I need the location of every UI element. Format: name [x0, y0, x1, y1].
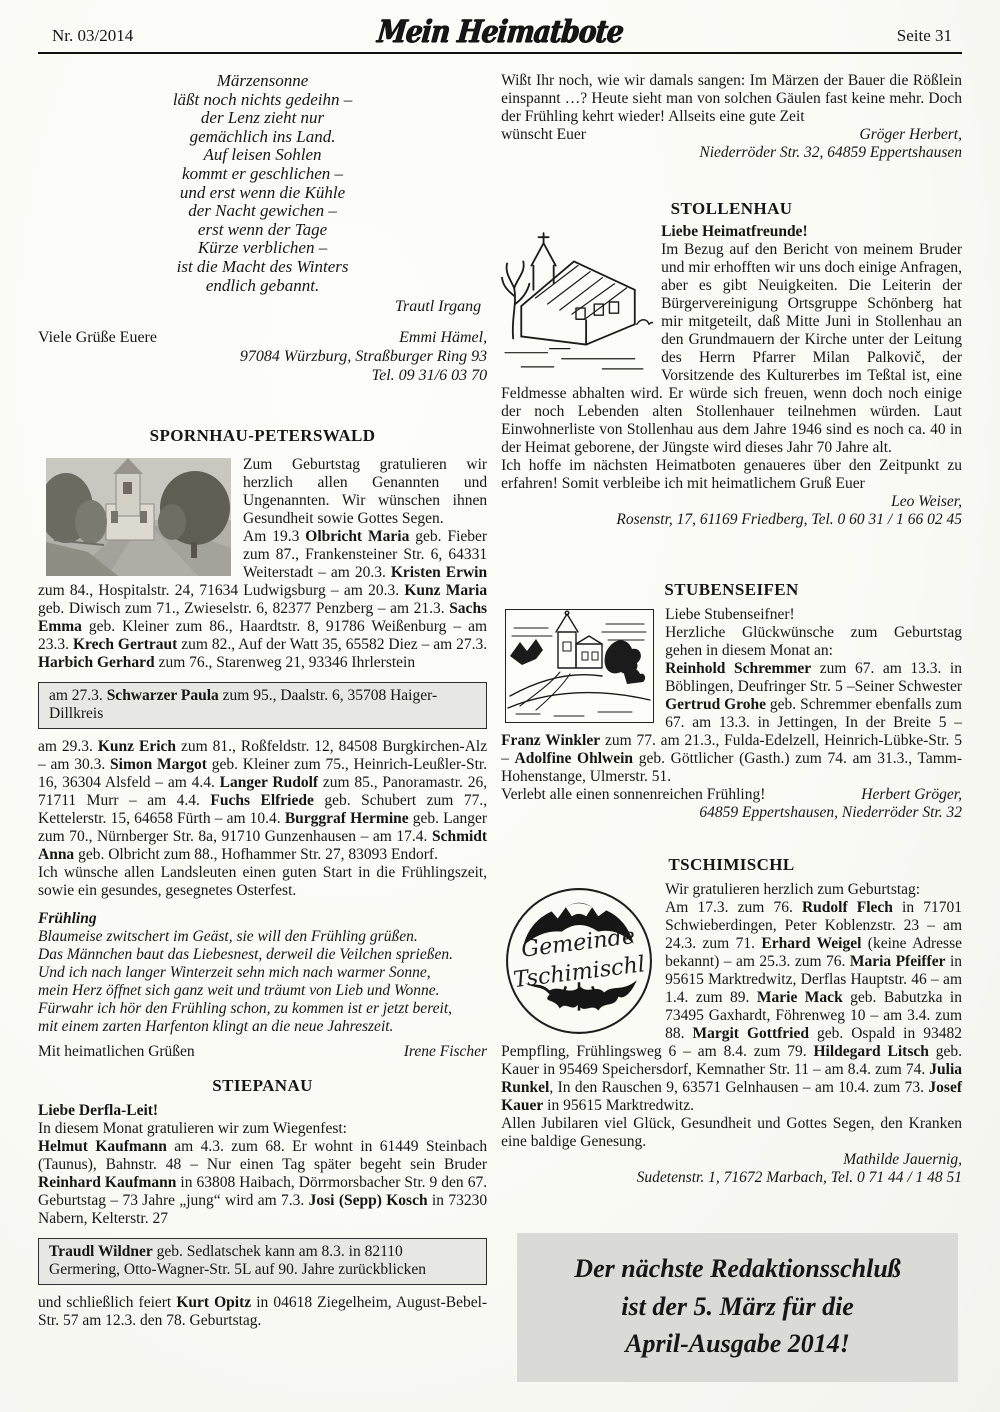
stubenseifen-church-sketch [505, 609, 654, 723]
sender-name: Emmi Hämel, [399, 329, 488, 347]
right-column [501, 64, 962, 1382]
poem-line: der Nacht gewichen – [188, 201, 337, 221]
spornhau-intro: Zum Geburtstag gratulieren wir herzlich allen Genannten und Ungenannten. Wir wünschen ihnen Gesundheit sowie Gottes Segen. [243, 456, 488, 528]
spornhau-birthday-list-2: am 29.3. Kunz Erich zum 81., Roßfeldstr. 12, 84508 Burgkirchen-Alz – am 30.3. Simon Margot geb. Kleiner zum 75., Heinrich-Leußler-Str. 16, 36304 Alsfeld – am 4.4. Langer Rudolf zum 85., Panoramastr. 26, 71711 Murr – am 4.4. Fuchs Elfriede geb. Schubert zum 77., Kettelerstr. 15, 64658 Fürth – am 10.4. Burggraf Hermine geb. Langer zum 70., Nürnberger Str. 8a, 91710 Gunzenhausen – am 17.4. Schmidt Anna geb. Olbricht zum 88., Hofhammer Str. 27, 83093 Endorf. [38, 738, 488, 864]
spornhau-birthday-list-1: Am 19.3 Olbricht Maria geb. Fieber zum 87., Frankensteiner Str. 6, 64331 Weiterstadt – am 20.3. Kristen Erwin zum 84., Hospitalstr. 24, 71634 Ludwigsburg – am 20.3. Kunz Maria geb. Diwisch zum 71., Zwieselstr. 6, 82377 Penzberg – am 21.3. Sachs Emma geb. Kleiner zum 86., Haardtstr. 8, 91786 Weißenburg – am 23.3. Krech Gertraut zum 82., Auf der Watt 35, 65582 Diez – am 27.3. Harbich Gerhard zum 76., Starenweg 21, 93346 Ihrlerstein [38, 528, 488, 672]
stubenseifen-intro: Herzliche Glückwünsche zum Geburtstag gehen in diesem Monat an: [665, 624, 962, 659]
highlight-box-schwarzer-paula: am 27.3. Schwarzer Paula zum 95., Daalstr. 6, 35708 Haiger-Dillkreis [38, 682, 487, 729]
sender-address-line: 97084 Würzburg, Straßburger Ring 93 [239, 348, 488, 366]
notice-line: April-Ausgabe 2014! [625, 1329, 850, 1358]
author-signature: Gröger Herbert, [859, 126, 962, 143]
author-address: 64859 Eppertshausen, Niederröder Str. 32 [699, 804, 962, 821]
seal-text-line2: Tschimischl [512, 951, 647, 994]
section-title-tschimischl: TSCHIMISCHL [668, 855, 795, 874]
section-title-stiepanau: STIEPANAU [212, 1076, 313, 1096]
poem-line: kommt er geschlichen – [182, 163, 344, 183]
poem-line: Märzensonne [216, 71, 309, 90]
notice-line: Der nächste Redaktionsschluß [574, 1254, 901, 1283]
poem-line: Blaumeise zwitschert im Geäst, sie will den Frühling grüßen. [38, 928, 418, 946]
tschimischl-birthday-list: Am 17.3. zum 76. Rudolf Flech in 71701 Schwieberdingen, Peter Koblenzstr. 23 – am 24.3. zum 71. Erhard Weigel (keine Adresse bekannt) – am 25.3. zum 76. Maria Pfeiffer in 95615 Marktredwitz, Derflas Hauptstr. 46 – am 1.4. zum 89. Marie Mack geb. Babutzka in 73495 Gaxhardt, Föhrenweg 10 – am 3.4. zum 88. Margit Gottfried geb. Ospald in 93482 Pempfling, Frühlingsweg 6 – am 8.4. zum 79. Hildegard Litsch geb. Kauer in 95469 Speichersdorf, Kemnather Str. 11 – am 8.4. zum 74. Julia Runkel, In den Rauschen 9, 63571 Gelnhausen – am 10.4. zum 73. Josef Kauer in 95615 Marktredwitz. [501, 899, 963, 1114]
poem-line: Auf leisen Sohlen [203, 145, 322, 165]
stollenhau-body-2: Ich hoffe im nächsten Heimatboten genaueres über den Zeitpunkt zu erfahren! Somit verbleibe ich mit heimatlichem Gruß Euer [501, 457, 962, 492]
stiepanau-salutation: Liebe Derfla-Leit! [38, 1102, 159, 1120]
author-address: Rosenstr, 17, 61169 Friedberg, Tel. 0 60 31 / 1 66 02 45 [616, 511, 962, 528]
march-memory-text: Wißt Ihr noch, wie wir damals sangen: Im Märzen der Bauer die Rößlein einspannt …? Heute sieht man von solchen Gäulen fast keine mehr. Doch der Frühling kehrt wieder! Allseits eine gute Zeit [501, 72, 962, 125]
page-header [38, 0, 962, 50]
tschimischl-seal [503, 885, 655, 1037]
fruehling-poem-title: Frühling [38, 910, 97, 928]
stollenhau-chapel-sketch [501, 225, 653, 377]
notice-line: ist der 5. März für die [621, 1291, 854, 1321]
poem-line: ist die Macht des Winters [176, 256, 349, 276]
section-title-stollenhau: STOLLENHAU [670, 199, 793, 218]
left-column [38, 64, 487, 1382]
stollenhau-salutation: Liebe Heimatfreunde! [661, 223, 808, 240]
closing-greeting: Verlebt alle einen sonnenreichen Frühling! [501, 786, 766, 803]
poem-line: erst wenn der Tage [197, 219, 328, 239]
poem-line: Fürwahr ich hör den Frühling schon, zu kommen ist er jetzt bereit, [38, 1000, 453, 1018]
poem-line: Das Männchen baut das Liebesnest, derweil die Veilchen sprießen. [38, 946, 453, 964]
sender-address-line: Tel. 09 31/6 03 70 [371, 367, 488, 385]
closing-greeting: Mit heimatlichen Grüßen [38, 1043, 195, 1061]
author-address: Sudetenstr. 1, 71672 Marbach, Tel. 0 71 44 / 1 48 51 [636, 1169, 962, 1186]
author-signature: Mathilde Jauernig, [843, 1151, 962, 1168]
seal-text-line1: Gemeinde [519, 923, 637, 963]
spornhau-church-photo [46, 458, 231, 576]
stollenhau-body: Im Bezug auf den Bericht von meinem Bruder und mir erhofften wir uns doch einige Anfragen, aber es gibt Neuigkeiten. Die Leiterin der Bürgervereinigung Ortsgruppe Schönberg hat mir mitgeteilt, daß Mitte Juni in Stollenhau an den Grundmauern der Kirche unter der Leitung des Herrn Pfarrer Milan Palkovič, der Vorsitzende des Kulturerbes im Teßtal ist, eine Feldmesse abhalten wird. Er würde sich freuen, wenn doch noch einige der noch Lebenden alten Stollenhauer teilnehmen würden. Laut Einwohnerliste von Stollenhau aus dem Jahre 1946 sind es noch ca. 40 in der Heimat geborene, der Jüngste wird dieses Jahr 70 Jahre alt. [501, 241, 962, 456]
editorial-deadline-notice [517, 1233, 958, 1382]
masthead-logo: Mein Heimatbote [375, 14, 625, 50]
author-signature: Herbert Gröger, [861, 786, 962, 803]
greeting-text: Viele Grüße Euere [38, 329, 157, 347]
poem-line: endlich gebannt. [205, 275, 320, 295]
stubenseifen-salutation: Liebe Stubenseifner! [665, 606, 795, 623]
author-address: Niederröder Str. 32, 64859 Eppertshausen [699, 144, 962, 161]
poem-author: Trautl Irgang [395, 298, 482, 316]
maerzensonne-poem [38, 72, 487, 295]
fruehling-poem [38, 928, 487, 1036]
poem-line: Und ich nach langer Winterzeit sehn mich nach warmer Sonne, [38, 964, 431, 982]
author-signature: Irene Fischer [403, 1043, 488, 1061]
stiepanau-outro: und schließlich feiert Kurt Opitz in 04618 Ziegelheim, August-Bebel-Str. 57 am 12.3. den 78. Geburtstag. [38, 1294, 488, 1330]
poem-line: Kürze verblichen – [197, 238, 328, 258]
issue-number: Nr. 03/2014 [52, 26, 134, 45]
page-number: Seite 31 [896, 26, 952, 45]
poem-line: und erst wenn die Kühle [179, 182, 346, 202]
poem-line: mit einem zarten Harfenton klingt an die neue Jahreszeit. [38, 1018, 394, 1036]
stubenseifen-birthday-list: Reinhold Schremmer zum 67. am 13.3. in Böblingen, Deufringer Str. 5 –Seiner Schwester Gertrud Grohe geb. Schremmer ebenfalls zum 67. am 13.3. in Jettingen, In der Breite 5 – Franz Winkler zum 77. am 21.3., Fulda-Edelzell, Heinrich-Lübke-Str. 5 – Adolfine Ohlwein geb. Göttlicher (Gasth.) zum 74. am 31.3., Tamm-Hohenstange, Ulmerstr. 51. [501, 660, 963, 785]
poem-line: läßt noch nichts gedeihn – [172, 89, 353, 109]
poem-line: gemächlich ins Land. [189, 126, 336, 146]
spornhau-closing: Ich wünsche allen Landsleuten einen guten Start in die Frühlingszeit, sowie ein gesundes, gesegnetes Osterfest. [38, 864, 488, 900]
stiepanau-birthday-list: Helmut Kaufmann am 4.3. zum 68. Er wohnt in 61449 Steinbach (Taunus), Bahnstr. 48 – Nur einen Tag später begeht sein Bruder Reinhard Kaufmann in 63808 Haibach, Dörrmorsbacher Str. 9 den 67. Geburtstag – 73 Jahre „jung“ wird am 7.3. Josi (Sepp) Kosch in 73230 Nabern, Kelterstr. 27 [38, 1138, 488, 1228]
author-signature: Leo Weiser, [891, 493, 962, 510]
tschimischl-intro: Wir gratulieren herzlich zum Geburtstag: [665, 881, 921, 898]
section-title-stubenseifen: STUBENSEIFEN [664, 580, 799, 599]
section-title-spornhau: SPORNHAU-PETERSWALD [149, 426, 376, 446]
stiepanau-intro: In diesem Monat gratulieren wir zum Wiegenfest: [38, 1120, 347, 1138]
poem-line: mein Herz öffnet sich ganz weit und träumt von Lieb und Wonne. [38, 982, 440, 1000]
header-rule [38, 52, 962, 54]
closing-greeting: wünscht Euer [501, 126, 586, 143]
tschimischl-closing: Allen Jubilaren viel Glück, Gesundheit und Gottes Segen, den Kranken eine baldige Genesung. [501, 1115, 962, 1150]
poem-line: der Lenz zieht nur [200, 108, 325, 128]
highlight-box-traudl-wildner: Traudl Wildner geb. Sedlatschek kann am 8.3. in 82110 Germering, Otto-Wagner-Str. 5L auf 90. Jahre zurückblicken [38, 1238, 487, 1285]
